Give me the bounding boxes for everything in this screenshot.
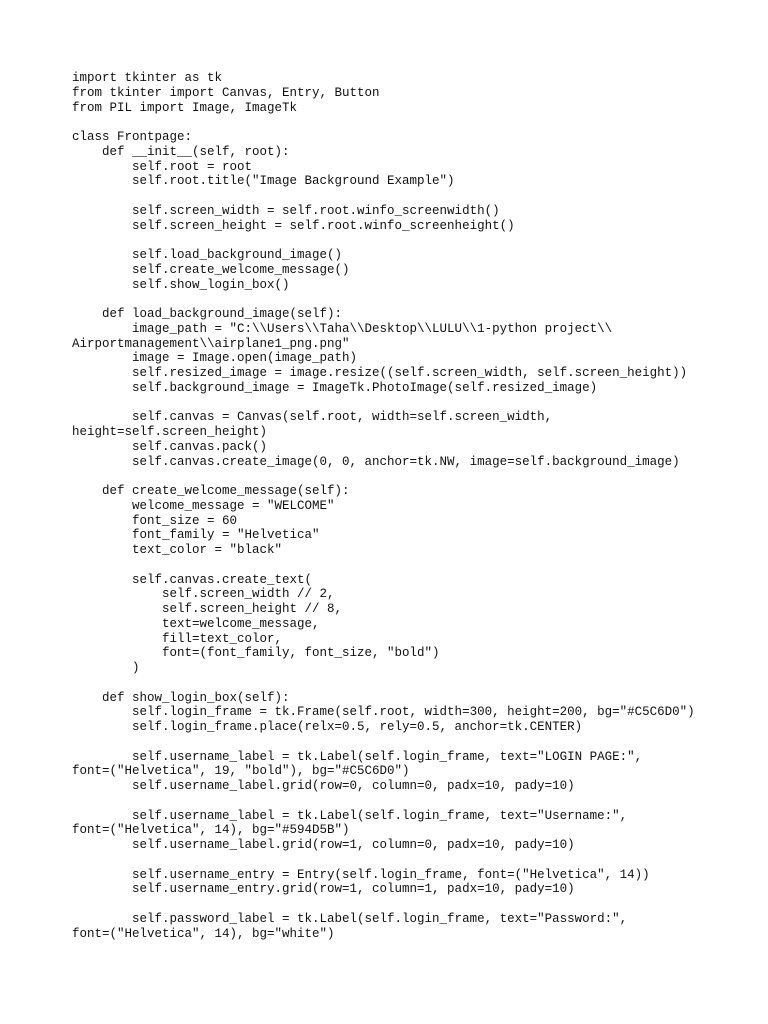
code-line: height=self.screen_height) [72, 425, 268, 439]
code-line: fill=text_color, [72, 631, 283, 646]
code-line: self.username_label.grid(row=0, column=0, padx=10, pady=10) [72, 779, 575, 793]
code-line [72, 189, 695, 204]
code-line: self.username_label = tk.Label(self.login_frame, text="Username:", [72, 808, 628, 823]
code-line [72, 735, 695, 750]
code-line: font=("Helvetica", 14), bg="#594D5B") [72, 823, 350, 838]
code-line: image_path = "C:\\Users\\Taha\\Desktop\\LULU\\1-python project\\ [72, 321, 613, 336]
code-line: from tkinter import Canvas, Entry, Button [72, 85, 380, 100]
code-line [72, 558, 695, 573]
code-line: self.screen_height // 8, [72, 602, 343, 616]
code-line [72, 853, 695, 868]
code-line [72, 396, 695, 411]
code-line [72, 115, 695, 130]
code-line: self.username_label.grid(row=1, column=0, padx=10, pady=10) [72, 838, 575, 852]
code-line: self.root.title("Image Background Example") [72, 174, 455, 189]
code-line: self.username_label = tk.Label(self.login_frame, text="LOGIN PAGE:", [72, 749, 643, 764]
code-line: self.screen_width = self.root.winfo_screenwidth() [72, 203, 500, 218]
code-line: self.canvas = Canvas(self.root, width=self.screen_width, [72, 410, 553, 425]
code-line: class Frontpage: [72, 130, 193, 144]
code-line: self.username_entry.grid(row=1, column=1, padx=10, pady=10) [72, 882, 575, 897]
code-line: self.username_entry = Entry(self.login_frame, font=("Helvetica", 14)) [72, 867, 650, 882]
code-line: import tkinter as tk [72, 71, 223, 85]
code-line [72, 897, 695, 912]
code-line: text=welcome_message, [72, 616, 320, 631]
code-line: self.login_frame = tk.Frame(self.root, width=300, height=200, bg="#C5C6D0") [72, 705, 695, 720]
code-line: self.login_frame.place(relx=0.5, rely=0.5, anchor=tk.CENTER) [72, 720, 583, 734]
code-line: self.screen_width // 2, [72, 587, 335, 602]
code-line: text_color = "black" [72, 543, 283, 557]
code-line [72, 469, 695, 484]
code-line [72, 233, 695, 248]
code-line: font_family = "Helvetica" [72, 528, 320, 543]
code-line: ) [72, 661, 140, 675]
code-line: self.root = root [72, 159, 253, 174]
code-line: font=("Helvetica", 19, "bold"), bg="#C5C6D0") [72, 764, 410, 779]
code-line: Airportmanagement\\airplane1_png.png" [72, 336, 350, 351]
code-line: self.screen_height = self.root.winfo_screenheight() [72, 218, 515, 233]
code-line: font_size = 60 [72, 513, 238, 528]
code-line: def __init__(self, root): [72, 144, 290, 159]
code-line: self.canvas.create_image(0, 0, anchor=tk.NW, image=self.background_image) [72, 454, 680, 469]
code-line: image = Image.open(image_path) [72, 351, 358, 366]
code-line: font=("Helvetica", 14), bg="white") [72, 926, 335, 941]
code-line [72, 292, 695, 307]
code-line: self.show_login_box() [72, 277, 290, 292]
code-line: from PIL import Image, ImageTk [72, 100, 298, 115]
code-line: self.resized_image = image.resize((self.screen_width, self.screen_height)) [72, 366, 688, 380]
code-line: self.create_welcome_message() [72, 262, 350, 277]
code-line [72, 794, 695, 809]
code-line: welcome_message = "WELCOME" [72, 498, 335, 513]
code-line: self.password_label = tk.Label(self.login_frame, text="Password:", [72, 911, 628, 926]
code-line: def create_welcome_message(self): [72, 484, 350, 498]
code-line: self.load_background_image() [72, 248, 343, 262]
code-line: self.canvas.pack() [72, 439, 268, 454]
code-line: self.background_image = ImageTk.PhotoImage(self.resized_image) [72, 380, 598, 395]
code-line: def load_background_image(self): [72, 307, 343, 321]
code-line [72, 676, 695, 691]
code-line: def show_login_box(self): [72, 690, 290, 705]
code-line: font=(font_family, font_size, "bold") [72, 646, 440, 661]
code-block [72, 71, 695, 941]
code-line: self.canvas.create_text( [72, 572, 313, 587]
